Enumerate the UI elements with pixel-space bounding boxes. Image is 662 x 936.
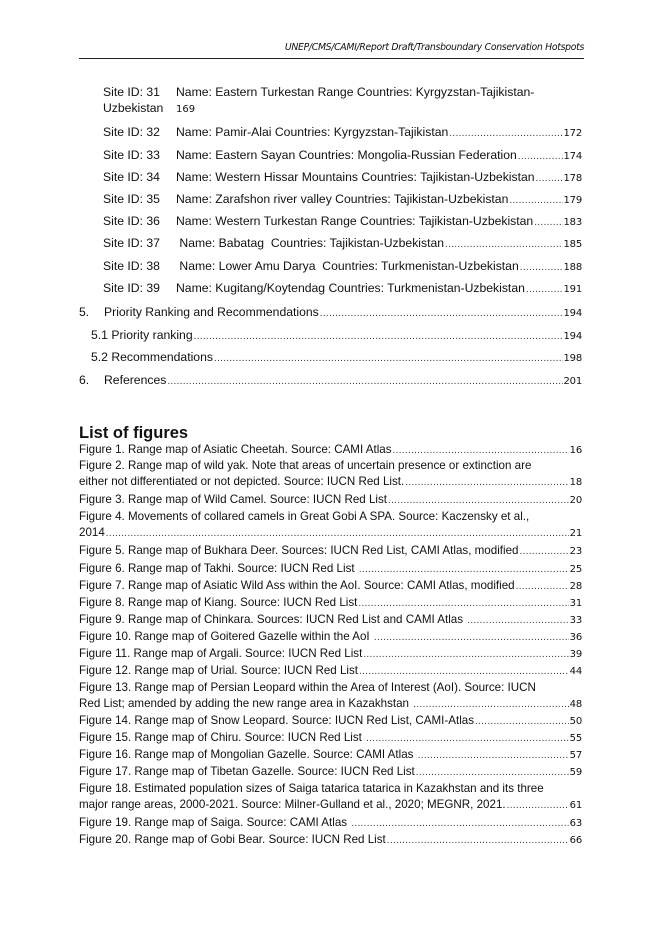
toc-entry-title: Name: Zarafshon river valley Countries: Tajikistan-Uzbekistan [176,192,509,206]
figure-page-number: 33 [569,615,582,626]
leader-dots [393,443,569,459]
figure-page-number: 23 [569,546,582,557]
leader-dots [387,833,569,849]
site-id-label: Site ID: 35 [103,192,160,206]
toc-entry-title: 5.1 Priority ranking [91,328,193,342]
figure-entry-5[interactable] [79,543,582,559]
figure-page-number: 59 [569,767,582,778]
leader-dots [359,562,569,578]
leader-dots [509,193,562,209]
figure-caption: Figure 14. Range map of Snow Leopard. Source: IUCN Red List, CAMI-Atlas [79,714,475,727]
figure-caption: Figure 19. Range map of Saiga. Source: CAMI Atlas [79,816,351,829]
figure-entry-16[interactable] [79,747,582,763]
toc-page-number: 179 [563,195,582,206]
toc-entry-title: Name: Pamir-Alai Countries: Kyrgyzstan-Tajikistan [176,125,449,139]
toc-entry-site-39[interactable] [103,280,582,296]
leader-dots [374,630,569,646]
header-divider [79,58,584,59]
site-id-label: Site ID: 32 [103,125,160,139]
toc-entry-title: Priority Ranking and Recommendations [104,305,319,319]
toc-entry-site-32[interactable] [103,124,582,140]
section-number: 6. [79,373,90,387]
figure-caption: Figure 8. Range map of Kiang. Source: IUCN Red List [79,596,358,609]
leader-dots [520,260,563,276]
toc-entry-title: Name: Babatag Countries: Tajikistan-Uzbekistan [176,236,445,250]
toc-entry-title: Name: Eastern Sayan Countries: Mongolia-Russian Federation [176,148,517,162]
leader-dots [526,282,563,298]
leader-dots [366,731,569,747]
toc-entry-site-37[interactable] [103,235,582,251]
leader-dots [214,351,563,367]
site-id-label: Site ID: 34 [103,170,160,184]
site-id-label: Site ID: 38 [103,259,160,273]
toc-entry-title: Name: Lower Amu Darya Countries: Turkmenistan-Uzbekistan [176,259,519,273]
figure-page-number: 61 [569,800,582,811]
running-header: UNEP/CMS/CAMI/Report Draft/Transboundary Conservation Hotspots [284,42,584,53]
figure-page-number: 44 [569,666,582,677]
figure-page-number: 18 [569,477,582,488]
figure-caption-cont: major range areas, 2000-2021. Source: Milner-Gulland et al., 2020; MEGNR, 2021. [79,798,506,811]
figure-entry-4[interactable] [79,509,529,525]
leader-dots [413,697,568,713]
figure-caption-cont: 2014 [79,526,105,539]
figure-entry-4-cont[interactable] [79,525,582,541]
figure-entry-10[interactable] [79,629,582,645]
toc-entry-site-34[interactable] [103,169,582,185]
figure-entry-13[interactable] [79,680,536,696]
leader-dots [534,215,562,231]
toc-entry-title: Name: Western Turkestan Range Countries: Tajikistan-Uzbekistan [176,214,534,228]
figure-page-number: 55 [569,733,582,744]
toc-entry-section-5-2[interactable] [91,349,582,365]
leader-dots [320,306,563,322]
figure-entry-18-cont[interactable] [79,797,582,813]
figure-page-number: 21 [569,528,582,539]
toc-page-number: 188 [563,262,582,273]
site-id-label: Site ID: 37 [103,236,160,250]
figure-entry-19[interactable] [79,815,582,831]
toc-entry-section-5-1[interactable] [91,327,582,343]
figure-entry-11[interactable] [79,646,582,662]
toc-entry-site-35[interactable] [103,191,582,207]
figure-caption: Figure 13. Range map of Persian Leopard within the Area of Interest (AoI). Source: IUCN [79,681,536,694]
figure-caption: Figure 9. Range map of Chinkara. Sources: IUCN Red List and CAMI Atlas [79,613,467,626]
figure-caption: Figure 4. Movements of collared camels in Great Gobi A SPA. Source: Kaczensky et al., [79,510,530,523]
toc-page-number: 183 [563,217,582,228]
toc-entry-title: Name: Eastern Turkestan Range Countries: Kyrgyzstan-Tajikistan- [176,85,535,99]
figure-entry-3[interactable] [79,492,582,508]
leader-dots [358,596,568,612]
figure-page-number: 28 [569,581,582,592]
figure-page-number: 31 [569,598,582,609]
figure-caption: Figure 18. Estimated population sizes of Saiga tatarica tatarica in Kazakhstan and its three [79,782,544,795]
leader-dots [445,237,562,253]
figure-entry-18[interactable] [79,781,544,797]
leader-dots [467,613,568,629]
figure-page-number: 66 [569,835,582,846]
toc-entry-site-33[interactable] [103,147,582,163]
figure-entry-7[interactable] [79,578,582,594]
site-id-label: Site ID: 39 [103,281,160,295]
site-id-label-cont: Uzbekistan [103,101,164,115]
figure-caption: Figure 17. Range map of Tibetan Gazelle. Source: IUCN Red List [79,765,415,778]
figure-entry-12[interactable] [79,663,582,679]
leader-dots [536,171,563,187]
toc-page-number: 185 [563,239,582,250]
leader-dots [418,748,569,764]
figure-caption-cont: Red List; amended by adding the new range area in Kazakhstan [79,697,413,710]
toc-entry-section-5[interactable] [79,304,582,320]
figure-entry-6[interactable] [79,561,582,577]
toc-page-number: 178 [563,173,582,184]
figure-caption: Figure 5. Range map of Bukhara Deer. Sources: IUCN Red List, CAMI Atlas, modified [79,544,519,557]
figure-entry-15[interactable] [79,730,582,746]
leader-dots [351,816,568,832]
figure-page-number: 20 [569,495,582,506]
toc-page-number: 201 [563,376,582,387]
leader-dots [363,647,568,663]
toc-page-number: 169 [176,104,196,115]
figure-page-number: 36 [569,632,582,643]
toc-entry-site-36[interactable] [103,213,582,229]
figure-page-number: 25 [569,564,582,575]
figure-page-number: 57 [569,750,582,761]
leader-dots [405,475,568,491]
figure-caption: Figure 15. Range map of Chiru. Source: IUCN Red List [79,731,366,744]
leader-dots [519,544,568,560]
toc-entry-title: 5.2 Recommendations [91,350,213,364]
leader-dots [449,126,562,142]
leader-dots [475,714,569,730]
leader-dots [388,493,569,509]
figure-caption: Figure 11. Range map of Argali. Source: IUCN Red List [79,647,363,660]
leader-dots [167,374,562,390]
figure-page-number: 16 [569,445,582,456]
toc-entry-section-6[interactable] [79,372,582,388]
figure-entry-17[interactable] [79,764,582,780]
figure-entry-9[interactable] [79,612,582,628]
leader-dots [194,329,563,345]
toc-page-number: 174 [563,151,582,162]
toc-page-number: 194 [563,308,582,319]
leader-dots [359,664,569,680]
toc-entry-title: Name: Kugitang/Koytendag Countries: Turkmenistan-Uzbekistan [176,281,525,295]
figure-page-number: 48 [569,699,582,710]
site-id-label: Site ID: 33 [103,148,160,162]
figure-caption: Figure 10. Range map of Goitered Gazelle within the AoI [79,630,373,643]
figure-entry-1[interactable] [79,442,582,458]
section-number: 5. [79,305,90,319]
figure-caption: Figure 16. Range map of Mongolian Gazelle. Source: CAMI Atlas [79,748,417,761]
leader-dots [507,798,569,814]
figure-page-number: 39 [569,649,582,660]
toc-entry-site-31-cont[interactable] [103,100,195,118]
toc-entry-site-38[interactable] [103,258,582,274]
figure-page-number: 50 [569,716,582,727]
list-of-figures-heading: List of figures [79,424,189,442]
figure-caption: Figure 7. Range map of Asiatic Wild Ass within the AoI. Source: CAMI Atlas, modified [79,579,515,592]
toc-page-number: 194 [563,331,582,342]
figure-page-number: 63 [569,818,582,829]
figure-entry-14[interactable] [79,713,582,729]
figure-caption-cont: either not differentiated or not depicted. Source: IUCN Red List. [79,475,405,488]
leader-dots [416,765,569,781]
toc-entry-site-31[interactable] [103,84,534,100]
toc-page-number: 191 [563,284,582,295]
figure-caption: Figure 1. Range map of Asiatic Cheetah. Source: CAMI Atlas [79,443,392,456]
figure-entry-8[interactable] [79,595,582,611]
leader-dots [106,526,569,542]
figure-caption: Figure 12. Range map of Urial. Source: IUCN Red List [79,664,359,677]
figure-entry-2[interactable] [79,458,531,474]
figure-caption: Figure 2. Range map of wild yak. Note that areas of uncertain presence or extinction are [79,459,532,472]
toc-page-number: 198 [563,353,582,364]
toc-entry-title: Name: Western Hissar Mountains Countries: Tajikistan-Uzbekistan [176,170,535,184]
figure-caption: Figure 20. Range map of Gobi Bear. Source: IUCN Red List [79,833,386,846]
figure-caption: Figure 3. Range map of Wild Camel. Source: IUCN Red List [79,493,387,506]
toc-entry-title: References [104,373,167,387]
figure-entry-2-cont[interactable] [79,474,582,490]
figure-entry-20[interactable] [79,832,582,848]
toc-page-number: 172 [563,128,582,139]
figure-entry-13-cont[interactable] [79,696,582,712]
figure-caption: Figure 6. Range map of Takhi. Source: IUCN Red List [79,562,358,575]
site-id-label: Site ID: 36 [103,214,160,228]
leader-dots [518,149,563,165]
site-id-label: Site ID: 31 [103,85,160,99]
leader-dots [516,579,569,595]
